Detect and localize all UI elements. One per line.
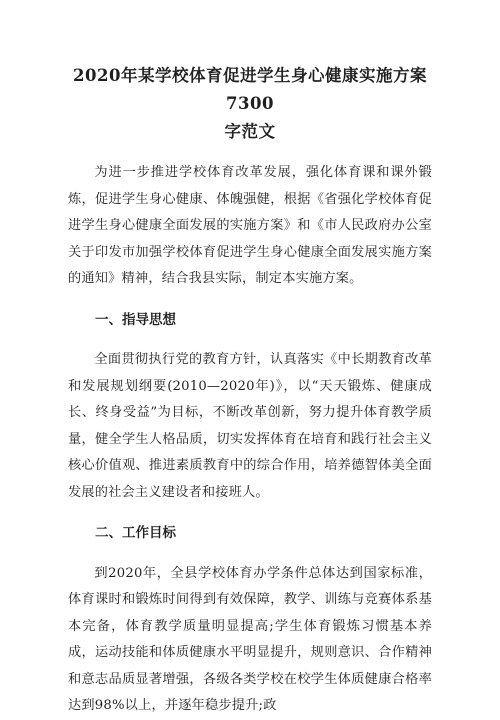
title-line-1: 2020年某学校体育促进学生身心健康实施方案7300: [73, 66, 427, 113]
document-title: [68, 62, 432, 146]
guiding-ideology-paragraph: 全面贯彻执行党的教育方针，认真落实《中长期教育改革和发展规划纲要(2010—2020年)》，以“天天锻炼、健康成长、终身受益”为目标，不断改革创新，努力提升体育教学质量，健全学生人格品质，切实发挥体育在培育和践行社会主义核心价值观、推进素质教育中的综合作用，培养德智体美全面发展的社会主义建设者和接班人。: [68, 352, 432, 500]
section-heading-guiding-ideology: 一、指导思想: [95, 311, 176, 328]
title-line-2: 字范文: [224, 122, 276, 141]
intro-paragraph: 为进一步推进学校体育改革发展，强化体育课和课外锻炼，促进学生身心健康、体魄强健，根据《省强化学校体育促进学生身心健康全面发展的实施方案》和《市人民政府办公室关于印发市加强学校体育促进学生身心健康全面发展实施方案的通知》精神，结合我县实际，制定本实施方案。: [68, 165, 432, 286]
work-goals-paragraph: 到2020年，全县学校体育办学条件总体达到国家标准，体育课时和锻炼时间得到有效保障，教学、训练与竞赛体系基本完备，体育教学质量明显提高;学生体育锻炼习惯基本养成，运动技能和体质健康水平明显提升，规则意识、合作精神和意志品质显著增强，各级各类学校在校学生体质健康合格率达到98%以上，并逐年稳步提升;政: [68, 565, 432, 713]
section-heading-work-goals: 二、工作目标: [95, 525, 176, 541]
